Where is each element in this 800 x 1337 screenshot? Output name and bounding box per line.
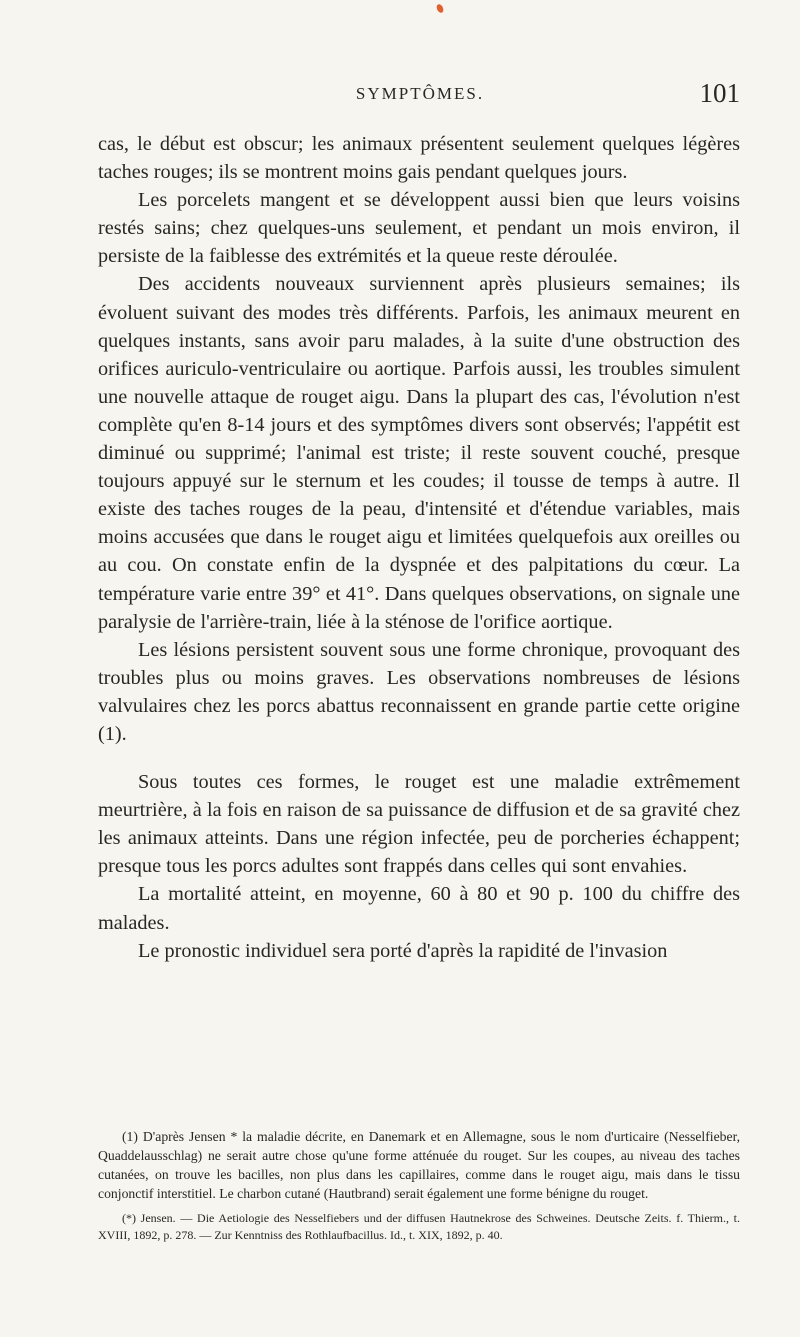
paragraph: Des accidents nouveaux surviennent après plusieurs semaines; ils évoluent suivant des modes très différents. Parfois, les animaux meurent en quelques instants, sans avoir paru malades, à la suite d'une obstruction des orifices auriculo-ventriculaire ou aortique. Parfois aussi, les troubles simulent une nouvelle attaque de rouget aigu. Dans la plupart des cas, l'évolution n'est complète qu'en 8-14 jours et des symptômes divers sont observés; l'appétit est diminué ou supprimé; l'animal est triste; il reste souvent couché, presque toujours appuyé sur le sternum et les coudes; il tousse de temps à autre. Il existe des taches rouges de la peau, d'intensité et d'étendue variables, mais moins accusées que dans le rouget aigu et limitées quelquefois aux oreilles ou au cou. On constate enfin de la dyspnée et des palpitations du cœur. La température varie entre 39° et 41°. Dans quelques observations, on signale une paralysie de l'arrière-train, liée à la sténose de l'orifice aortique. bbox=[98, 273, 740, 633]
footnote-reference: (*) Jensen. — Die Aetiologie des Nesselfiebers und der diffusen Hautnekrose des Schweines. Deutsche Zeits. f. Thierm., t. XVIII, 1892, p. 278. — Zur Kenntniss des Rothlaufbacillus. Id., t. XIX, 1892, p. 40. bbox=[98, 1211, 740, 1242]
paragraph: La mortalité atteint, en moyenne, 60 à 80 et 90 p. 100 du chiffre des malades. bbox=[98, 883, 740, 934]
paragraph: Sous toutes ces formes, le rouget est une maladie extrêmement meurtrière, à la fois en raison de sa puissance de diffusion et de sa gravité chez les animaux atteints. Dans une région infectée, peu de porcheries échappent; presque tous les porcs adultes sont frappés dans celles qui sont envahies. bbox=[98, 771, 740, 878]
paragraph: Le pronostic individuel sera porté d'après la rapidité de l'invasion bbox=[138, 939, 668, 962]
footnotes bbox=[98, 1127, 740, 1251]
section-gap bbox=[98, 748, 740, 768]
footnote: (1) D'après Jensen * la maladie décrite, en Danemark et en Allemagne, sous le nom d'urticaire (Nesselfieber, Quaddelausschlag) ne serait autre chose qu'une forme atténuée du rouget. Sur les coupes, au niveau des taches cutanées, on trouve les bacilles, non plus dans les capillaires, comme dans le rouget aigu, mais dans le tissu conjonctif interstitiel. Le charbon cutané (Hautbrand) serait également une forme bénigne du rouget. bbox=[98, 1129, 740, 1201]
paragraph: cas, le début est obscur; les animaux présentent seulement quelques légères taches rouges; ils se montrent moins gais pendant quelques jours. bbox=[98, 133, 740, 184]
page-number: 101 bbox=[699, 78, 740, 108]
paragraph: Les porcelets mangent et se développent aussi bien que leurs voisins restés sains; chez quelques-uns seulement, et pendant un mois environ, il persiste de la faiblesse des extrémités et la queue reste déroulée. bbox=[98, 189, 740, 268]
body-text bbox=[98, 130, 740, 965]
page-header bbox=[100, 78, 740, 118]
paragraph: Les lésions persistent souvent sous une forme chronique, provoquant des troubles plus ou moins graves. Les observations nombreuses de lésions valvulaires chez les porcs abattus reconnaissent en grande partie cette origine (1). bbox=[98, 638, 740, 745]
running-title: SYMPTÔMES. bbox=[355, 84, 485, 103]
ornament-mark bbox=[435, 3, 444, 14]
